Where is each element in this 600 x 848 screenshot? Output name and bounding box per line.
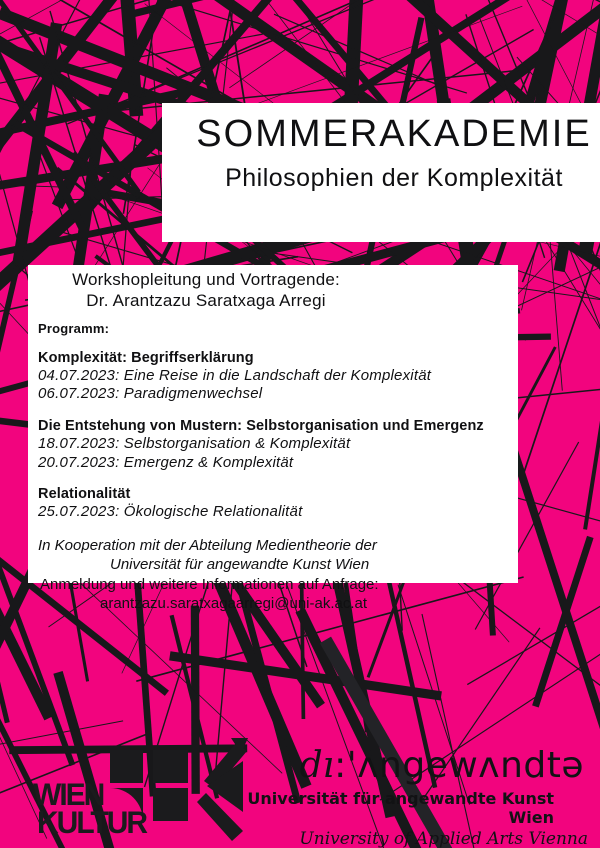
section-item: 04.07.2023: Eine Reise in die Landschaft der Komplexität [38, 366, 432, 384]
wien-kultur-line1: WIEN [33, 777, 104, 813]
contact-email: arantzazu.saratxagaarregi@uni-ak.ac.at [100, 595, 368, 613]
angewandte-wordmark [245, 746, 590, 848]
workshop-lead-line2: Dr. Arantzazu Saratxaga Arregi [86, 291, 326, 311]
poster-title: SOMMERAKADEMIE [196, 113, 592, 155]
angewandte-logo-text [245, 746, 590, 785]
angewandte-ipa-serif: dı [299, 745, 335, 786]
section-item: 06.07.2023: Paradigmenwechsel [38, 385, 263, 403]
cooperation-line1: In Kooperation mit der Abteilung Medientheorie der [38, 536, 377, 554]
section-item: 25.07.2023: Ökologische Relationalität [38, 503, 303, 521]
workshop-lead-line1: Workshopleitung und Vortragende: [72, 270, 340, 289]
registration-line: Anmeldung und weitere Informationen auf Anfrage: [40, 575, 379, 593]
section-title: Komplexität: Begriffserklärung [38, 349, 254, 366]
section-title: Die Entstehung von Mustern: Selbstorganisation und Emergenz [38, 417, 484, 434]
university-name-de: Universität für angewandte Kunst Wien [247, 788, 554, 827]
section-item: 18.07.2023: Selbstorganisation & Komplexität [38, 434, 351, 452]
wien-kultur-line2: KULTUR [37, 805, 147, 841]
section-item: 20.07.2023: Emergenz & Komplexität [38, 453, 294, 471]
section-title: Relationalität [38, 486, 131, 503]
program-label: Programm: [38, 320, 110, 336]
angewandte-ipa-sans: :'ʌngewʌndtə [334, 745, 584, 786]
cooperation-line2: Universität für angewandte Kunst Wien [110, 556, 370, 574]
university-name-en: University of Applied Arts Vienna [299, 828, 588, 848]
poster-subtitle: Philosophien der Komplexität [225, 163, 563, 192]
